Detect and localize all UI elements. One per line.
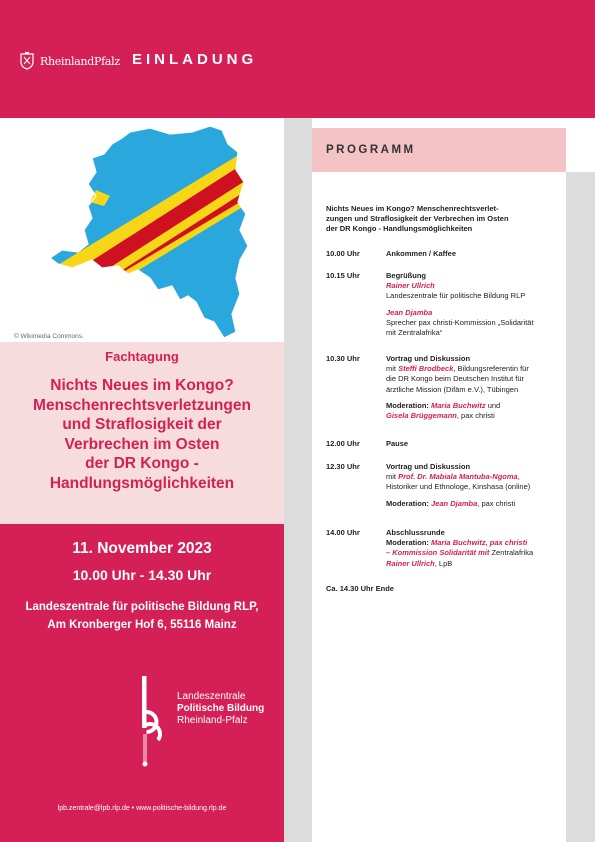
moderator-name: – Kommission Solidarität mit [386, 548, 490, 558]
item-time: 10.30 Uhr [326, 354, 360, 363]
map-area [0, 118, 284, 342]
speaker-role: Sprecher pax christi-Kommission „Solidarität [386, 317, 534, 327]
lpb-line: Rheinland-Pfalz [177, 715, 248, 726]
event-title [10, 376, 274, 493]
prefix-text: mit [386, 364, 396, 374]
item-title: Ankommen / Kaffee [386, 249, 457, 258]
item-time: 10.15 Uhr [326, 271, 360, 280]
moderator-name: Jean Djamba [431, 498, 478, 508]
item-title: Abschlussrunde [386, 528, 445, 537]
item-title: Begrüßung [386, 271, 426, 280]
program-end: Ca. 14.30 Uhr Ende [326, 584, 394, 593]
moderator-name: Gisela Brüggemann [386, 411, 457, 421]
event-title-line: der DR Kongo - [85, 455, 199, 472]
speaker-name: Prof. Dr. Mabiala Mantuba-Ngoma [398, 472, 518, 482]
rlp-crest-icon [18, 52, 36, 70]
moderator-role: , LpB [434, 558, 453, 568]
moderator-name: Maria Buchwitz, pax christi [431, 538, 528, 548]
moderation-label: Moderation: [386, 498, 429, 508]
item-time: 12.00 Uhr [326, 439, 360, 448]
event-venue [0, 598, 284, 634]
event-title-line: Nichts Neues im Kongo? [50, 377, 234, 394]
event-date: 11. November 2023 [72, 540, 212, 557]
rlp-logo-text: RheinlandPfalz [40, 54, 120, 68]
divider-strip [284, 118, 312, 842]
intro-line: Nichts Neues im Kongo? Menschenrechtsverlet- [326, 204, 499, 213]
event-title-line: Menschenrechtsverletzungen [33, 396, 251, 414]
rlp-logo [18, 52, 120, 70]
lpb-logo-text [177, 691, 264, 727]
speaker-role: die DR Kongo beim Deutschen Institut für [386, 374, 524, 384]
moderator-role: , pax christi [477, 498, 516, 508]
event-title-line: Verbrechen im Osten [64, 435, 220, 453]
venue-line: Landeszentrale für politische Bildung RLP, [25, 601, 259, 613]
speaker-role: Landeszentrale für politische Bildung RLP [386, 291, 526, 301]
event-type: Fachtagung [105, 349, 179, 364]
item-title: Vortrag und Diskussion [386, 354, 471, 363]
lpb-mark-icon [140, 676, 166, 768]
event-time: 10.00 Uhr - 14.30 Uhr [72, 567, 212, 583]
program-title: PROGRAMM [326, 144, 416, 156]
intro-line: der DR Kongo - Handlungsmöglichkeiten [326, 224, 473, 234]
item-time: 10.00 Uhr [326, 249, 360, 258]
speaker-role: , Bildungsreferentin für [453, 364, 529, 374]
speaker-role: , [517, 472, 520, 482]
item-title: Vortrag und Diskussion [386, 462, 471, 471]
drc-flag-map-icon [0, 118, 284, 342]
moderation-label: Moderation: [386, 400, 429, 410]
speaker-role: Historiker und Ethnologe, Kinshasa (online) [386, 482, 531, 492]
lpb-line: Politische Bildung [177, 703, 265, 714]
page-title: EINLADUNG [132, 51, 258, 68]
item-time: 12.30 Uhr [326, 462, 360, 471]
program-intro [326, 204, 558, 235]
speaker-name: Jean Djamba [386, 307, 433, 317]
event-title-line: Handlungsmöglichkeiten [49, 474, 235, 492]
item-time: 14.00 Uhr [326, 528, 360, 537]
footer-contact: lpb.zentrale@lpb.rlp.de • www.politische-bildung.rlp.de [57, 805, 227, 812]
item-title: Pause [386, 439, 409, 448]
speaker-role: ärztliche Mission (Difäm e.V.), Tübingen [386, 384, 519, 394]
moderator-role: , pax christi [456, 411, 495, 421]
lpb-line: Landeszentrale [177, 691, 246, 702]
moderation-label: Moderation: [386, 538, 429, 548]
intro-line: zungen und Straflosigkeit der Verbrechen im Osten [326, 214, 509, 224]
and-text: und [487, 400, 501, 410]
image-credit: © Wikimedia Commons. [14, 333, 84, 340]
prefix-text: mit [386, 472, 396, 482]
moderator-name: Maria Buchwitz [431, 400, 486, 410]
speaker-role: mit Zentralafrika“ [386, 328, 443, 338]
speaker-name: Steffi Brodbeck [398, 364, 454, 374]
moderator-name: Rainer Ullrich [386, 558, 435, 568]
moderator-role: Zentralafrika [491, 548, 534, 558]
event-title-line: und Straflosigkeit der [62, 416, 222, 433]
speaker-name: Rainer Ullrich [386, 281, 435, 291]
venue-line: Am Kronberger Hof 6, 55116 Mainz [47, 619, 237, 631]
divider-strip [566, 172, 595, 842]
